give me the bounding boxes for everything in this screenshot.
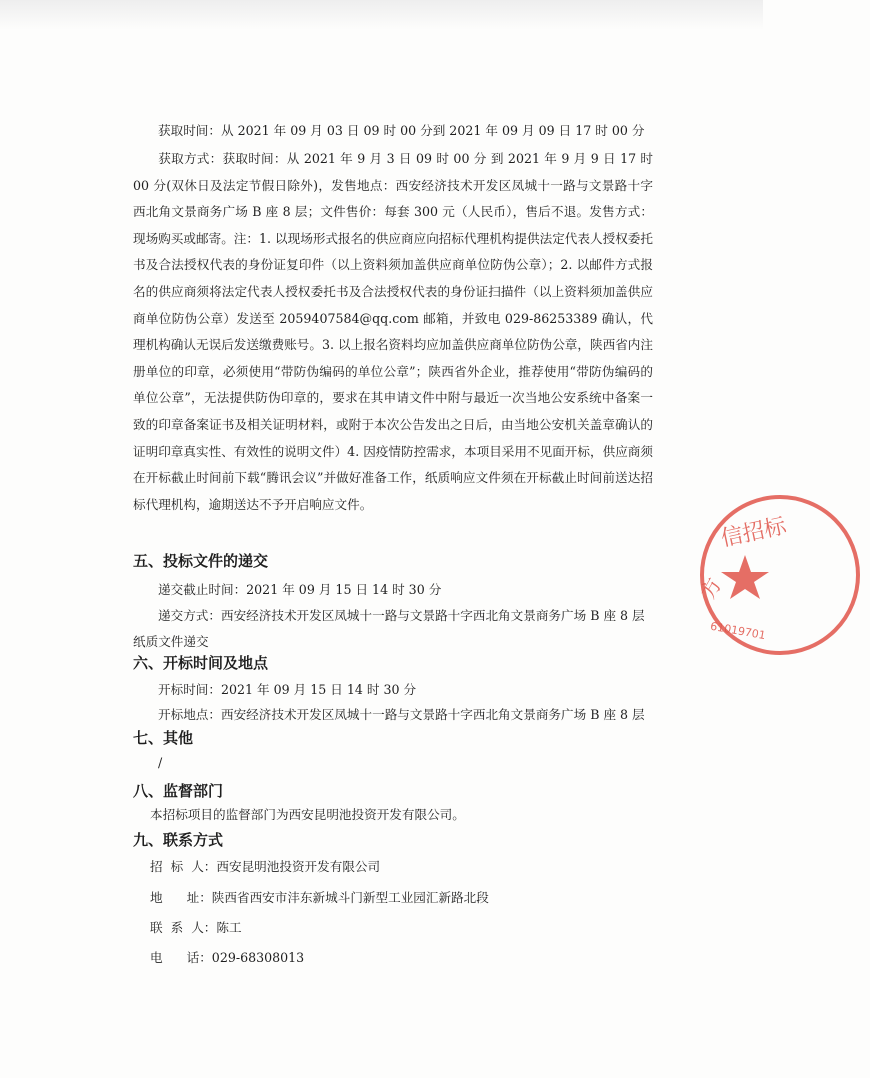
scan-edge-shading	[0, 0, 763, 30]
seal-code-text: 61019701	[709, 619, 767, 643]
submission-method-line1: 递交方式：西安经济技术开发区凤城十一路与文景路十字西北角文景商务广场 B 座 8 层	[158, 608, 645, 623]
section8-content: 本招标项目的监督部门为西安昆明池投资开发有限公司。	[150, 807, 465, 822]
section9-heading: 九、联系方式	[133, 831, 224, 849]
contact-tenderer: 招 标 人：西安昆明池投资开发有限公司	[150, 859, 381, 874]
contact-address: 地 址：陕西省西安市沣东新城斗门新型工业园汇新路北段	[150, 890, 489, 905]
section6-heading: 六、开标时间及地点	[133, 654, 269, 672]
official-seal-stamp	[690, 485, 870, 665]
seal-top-text: 信招标	[718, 513, 789, 552]
section7-content: /	[158, 755, 163, 770]
seal-star-icon	[721, 555, 769, 599]
opening-place: 开标地点：西安经济技术开发区凤城十一路与文景路十字西北角文景商务广场 B 座 8 层	[158, 707, 645, 722]
section8-heading: 八、监督部门	[133, 782, 224, 800]
contact-person: 联 系 人：陈工	[150, 920, 242, 935]
acquire-method-text: 获取方式：获取时间：从 2021 年 9 月 3 日 09 时 00 分 到 2021 年 9 月 9 日 17 时 00 分(双休日及法定节假日除外)，发售地点：西安经济技术开发区凤城十一路与文景路十字西北角文景商务广场 B 座 8 层；文件售价：每套 300 元（人民币），售后不退。发售方式：现场购买或邮寄。注：1. 以现场形式报名的供应商应向招标代理机构提供法定代表人授权委托书及合法授权代表的身份证复印件（以上资料须加盖供应商单位防伪公章）；2. 以邮件方式报名的供应商须将法定代表人授权委托书及合法授权代表的身份证扫描件（以上资料须加盖供应商单位防伪公章）发送至 2059407584@qq.com 邮箱，并致电 029-86253389 确认，代理机构确认无误后发送缴费账号。3. 以上报名资料均应加盖供应商单位防伪公章，陕西省内注册单位的印章，必须使用“带防伪编码的单位公章”；陕西省外企业，推荐使用“带防伪编码的单位公章”，无法提供防伪印章的，要求在其申请文件中附与最近一次当地公安系统中备案一致的印章备案证书及相关证明材料，或附于本次公告发出之日后，由当地公安机关盖章确认的证明印章真实性、有效性的说明文件）4. 因疫情防控需求，本项目采用不见面开标，供应商须在开标截止时间前下载“腾讯会议”并做好准备工作，纸质响应文件须在开标截止时间前送达招标代理机构，逾期送达不予开启响应文件。	[133, 151, 653, 512]
opening-time: 开标时间：2021 年 09 月 15 日 14 时 30 分	[158, 682, 417, 697]
seal-side-text: 方	[695, 573, 727, 603]
acquire-time-line: 获取时间：从 2021 年 09 月 03 日 09 时 00 分到 2021 年 09 月 09 日 17 时 00 分	[158, 123, 645, 138]
section7-heading: 七、其他	[133, 729, 194, 747]
section5-heading: 五、投标文件的递交	[133, 552, 269, 570]
submission-method-line2: 纸质文件递交	[133, 634, 209, 649]
submission-deadline: 递交截止时间：2021 年 09 月 15 日 14 时 30 分	[158, 582, 442, 597]
contact-phone: 电 话：029-68308013	[150, 950, 305, 965]
acquire-method-paragraph	[133, 146, 653, 518]
